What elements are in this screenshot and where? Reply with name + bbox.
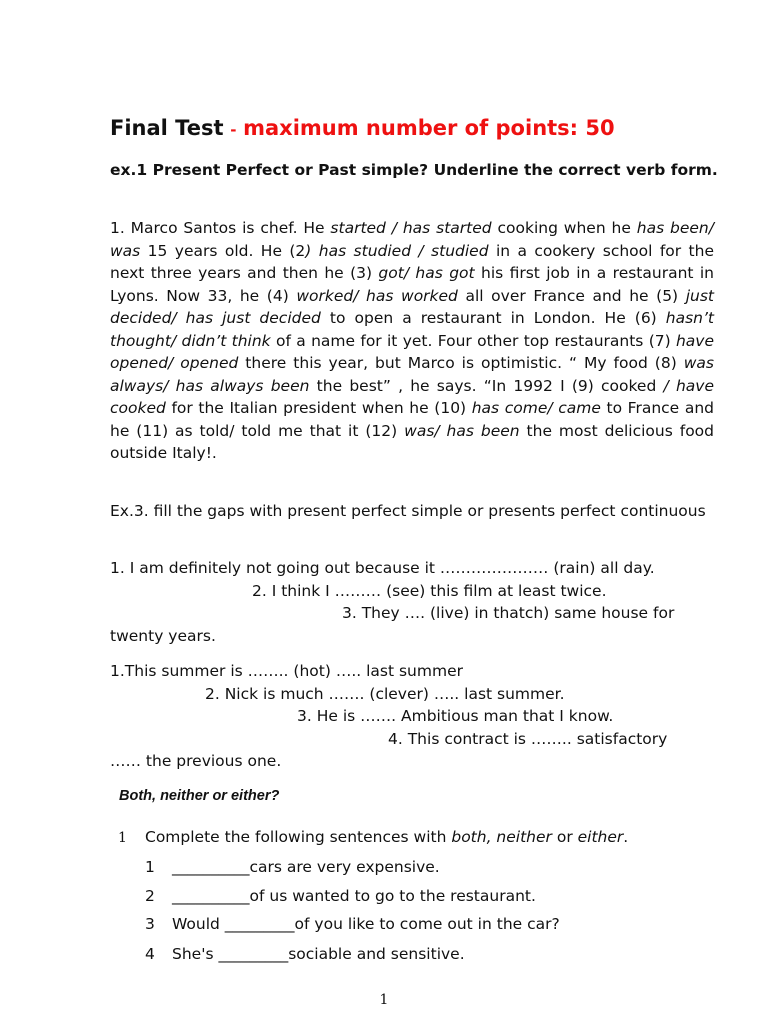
paragraph-text: to France and he (11) as told/ told me that it (12) bbox=[110, 399, 714, 440]
paragraph-text: for the Italian president when he (10) bbox=[165, 399, 472, 417]
title-points: maximum number of points: 50 bbox=[243, 116, 615, 140]
comparative-sentence-3: 3. He is ……. Ambitious man that I know. bbox=[297, 707, 614, 725]
verb-choice: has been/ was bbox=[110, 219, 714, 260]
ex3-heading: Ex.3. fill the gaps with present perfect simple or presents perfect continuous bbox=[110, 502, 706, 520]
paragraph-text: of a name for it yet. Four other top restaurants (7) bbox=[270, 331, 676, 350]
comparative-sentence-4: 4. This contract is …….. satisfactory bbox=[388, 729, 668, 748]
paragraph-text: 15 years old. He (2 bbox=[140, 241, 306, 260]
instruction-end: . bbox=[623, 828, 629, 846]
item-text: __________cars are very expensive. bbox=[172, 858, 440, 876]
comparative-sentences bbox=[110, 660, 710, 773]
verb-choice: was always/ has always been bbox=[110, 354, 715, 395]
ex1-paragraph bbox=[110, 217, 714, 465]
ex1-heading: ex.1 Present Perfect or Past simple? Underline the correct verb form. bbox=[110, 161, 718, 179]
verb-choice: have opened/ opened bbox=[110, 331, 715, 372]
both-instruction bbox=[145, 828, 628, 846]
paragraph-text: in a cookery school for the next three years and then he (3) bbox=[110, 241, 714, 282]
ex3-sentences bbox=[110, 557, 710, 647]
both-item bbox=[145, 887, 536, 905]
instruction-words: both, neither bbox=[451, 828, 552, 846]
comparative-sentence-1: 1.This summer is …….. (hot) ….. last summer bbox=[110, 662, 463, 680]
verb-choice: ) has studied / studied bbox=[305, 241, 489, 260]
instruction-either: either bbox=[577, 828, 624, 846]
ex3-sentence-3: 3. They …. (live) in thatch) same house for bbox=[342, 604, 675, 622]
paragraph-text: 1. Marco Santos is chef. He bbox=[110, 219, 331, 237]
verb-choice: hasn’t thought/ didn’t think bbox=[110, 309, 714, 350]
verb-choice: just decided/ has just decided bbox=[110, 286, 714, 327]
paragraph-text: all over France and he (5) bbox=[457, 286, 686, 305]
list-number: 1 bbox=[118, 830, 127, 846]
verb-choice: was/ has been bbox=[404, 421, 520, 440]
page-title bbox=[110, 116, 615, 140]
ex3-sentence-3-cont: twenty years. bbox=[110, 626, 216, 645]
item-number: 1 bbox=[145, 858, 155, 876]
verb-choice: got/ has got bbox=[378, 264, 475, 282]
paragraph-text: there this year, but Marco is optimistic. “ My food (8) bbox=[238, 354, 684, 372]
item-number: 4 bbox=[145, 945, 155, 963]
both-item bbox=[145, 915, 560, 933]
comparative-sentence-2: 2. Nick is much ……. (clever) ….. last summer. bbox=[205, 684, 565, 703]
item-number: 3 bbox=[145, 915, 155, 933]
instruction-or: or bbox=[551, 828, 578, 846]
page-number: 1 bbox=[379, 992, 389, 1008]
paragraph-text: the most delicious food outside Italy!. bbox=[110, 421, 715, 462]
paragraph-text: the best” , he says. “In 1992 I (9) cooked bbox=[309, 376, 664, 395]
item-text: __________of us wanted to go to the restaurant. bbox=[172, 887, 536, 905]
title-dash: - bbox=[230, 121, 237, 139]
instruction-pre: Complete the following sentences with bbox=[145, 828, 452, 846]
both-neither-heading: Both, neither or either? bbox=[119, 788, 280, 804]
verb-choice: started / has started bbox=[330, 219, 492, 237]
ex3-sentence-2: 2. I think I ……… (see) this film at least twice. bbox=[252, 581, 607, 600]
verb-choice: worked/ has worked bbox=[296, 286, 458, 305]
paragraph-text: his first job in a restaurant in Lyons. Now 33, he (4) bbox=[110, 264, 714, 305]
title-main: Final Test bbox=[110, 116, 224, 140]
ex3-sentence-1: 1. I am definitely not going out because it ………………… (rain) all day. bbox=[110, 559, 655, 577]
both-item bbox=[145, 945, 465, 963]
paragraph-text: to open a restaurant in London. He (6) bbox=[320, 309, 666, 327]
comparative-sentence-4-cont: …… the previous one. bbox=[110, 752, 282, 770]
both-item bbox=[145, 858, 440, 876]
item-text: She's _________sociable and sensitive. bbox=[172, 945, 465, 963]
item-text: Would _________of you like to come out in the car? bbox=[172, 915, 560, 933]
verb-choice: has come/ came bbox=[471, 399, 601, 417]
paragraph-text: cooking when he bbox=[491, 219, 637, 237]
item-number: 2 bbox=[145, 887, 155, 905]
verb-choice: / have cooked bbox=[110, 376, 714, 417]
